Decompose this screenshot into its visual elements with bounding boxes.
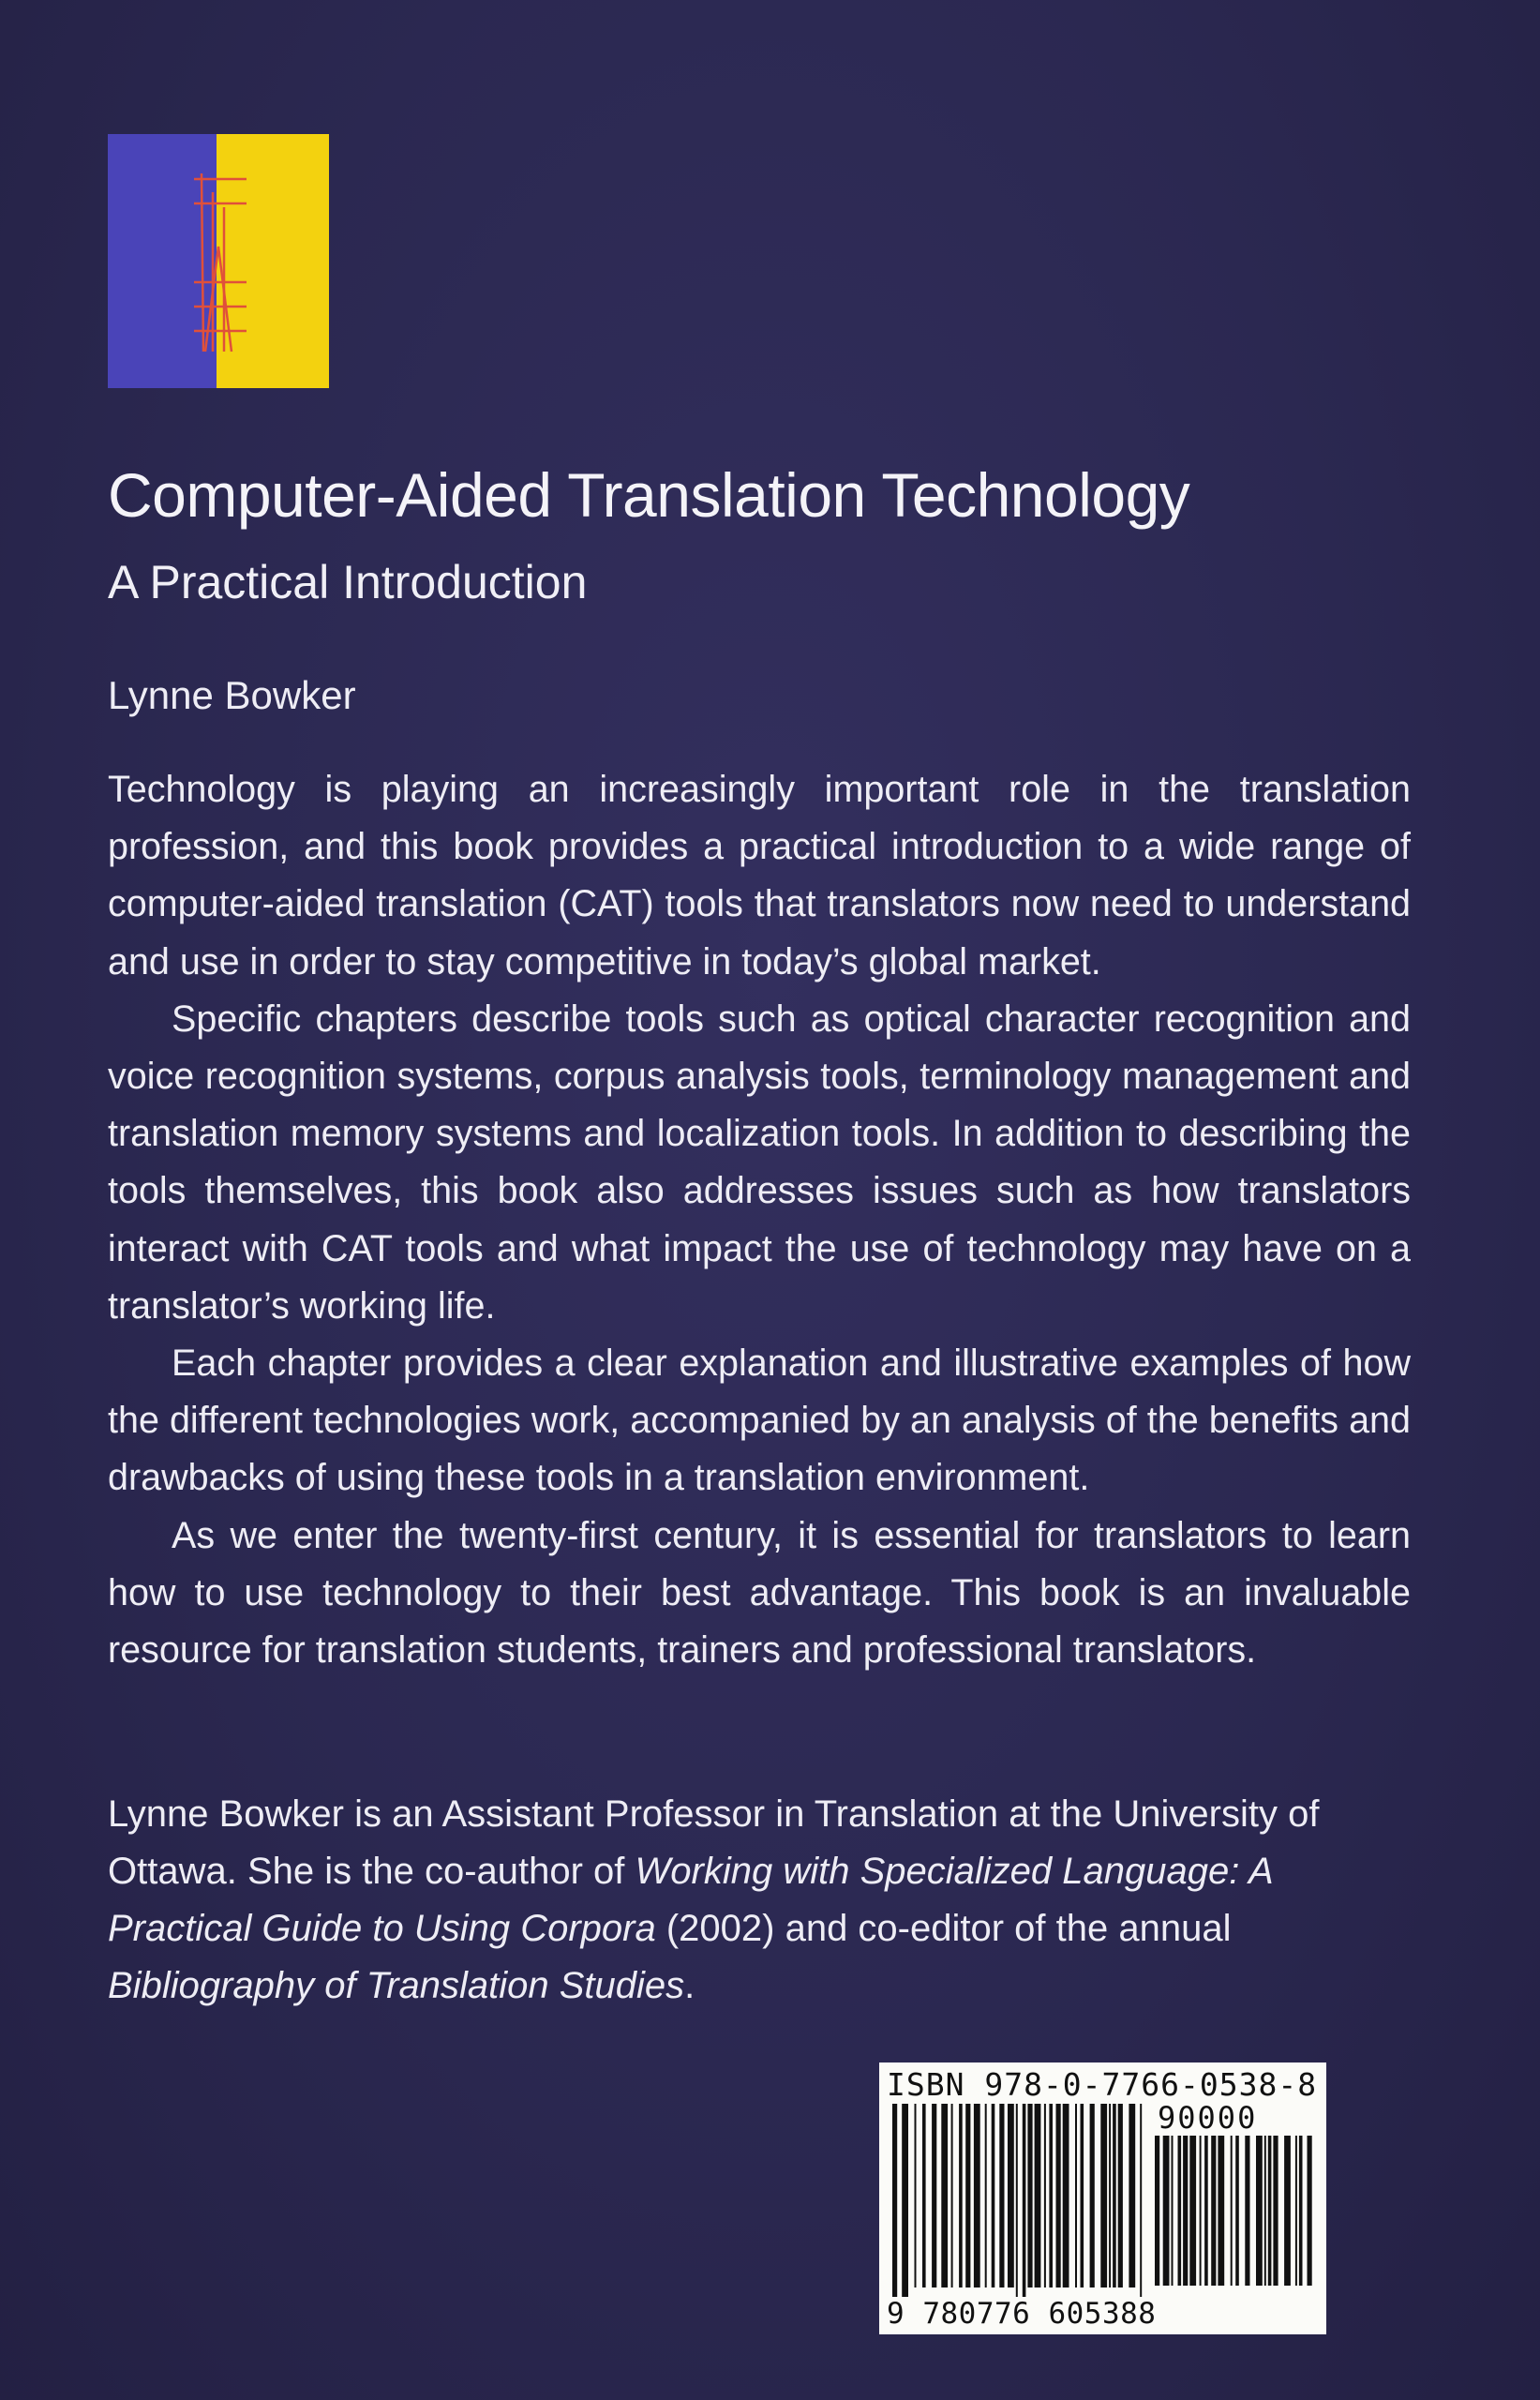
book-title: Computer-Aided Translation Technology (108, 460, 1190, 530)
price-code: 90000 (1158, 2100, 1258, 2136)
barcode-addon-icon (1155, 2136, 1314, 2295)
isbn-barcode (879, 2062, 1326, 2334)
book-subtitle: A Practical Introduction (108, 556, 588, 608)
description-paragraph-2: Specific chapters describe tools such as optical character recognition and voice recognition systems, corpus analysis tools, terminology management and translation memory systems and localization tools. In addition to describing the tools themselves, this book also addresses issues such as how translators interact with CAT tools and what impact the use of technology may have on a translator’s working life. (108, 998, 1411, 1327)
book-description (108, 761, 1411, 1679)
book-author: Lynne Bowker (108, 673, 356, 717)
bio-text-2: (2002) and co-editor of the annual (655, 1908, 1232, 1949)
barcode-icon (892, 2104, 1145, 2297)
description-paragraph-4: As we enter the twenty-first century, it is essential for translators to learn how to use technology to their best advantage. This book is an invaluable resource for translation students, trainers and professional translators. (108, 1514, 1411, 1672)
bio-text-3: . (684, 1965, 695, 2006)
publisher-logo-icon (108, 134, 329, 388)
author-bio (108, 1786, 1383, 2015)
logo-lines-icon (108, 134, 329, 388)
barcode-digits: 9 780776 605388 (887, 2297, 1157, 2331)
description-paragraph-3: Each chapter provides a clear explanation and illustrative examples of how the different technologies work, accompanied by an analysis of the benefits and drawbacks of using these tools in a translation environment. (108, 1342, 1411, 1499)
bio-work-2: Bibliography of Translation Studies (108, 1965, 685, 2006)
bio-work-1: Working with Specialized Language: A Practical Guide to Using Corpora (108, 1851, 1273, 1949)
description-paragraph-1: Technology is playing an increasingly important role in the translation profession, and this book provides a practical introduction to a wide range of computer-aided translation (CAT) tools that translators now need to understand and use in order to stay competitive in today’s global market. (108, 769, 1411, 982)
isbn-label: ISBN 978-0-7766-0538-8 (887, 2066, 1318, 2103)
bio-text-1: Lynne Bowker is an Assistant Professor in Translation at the University of Ottawa. She is the co-author of (108, 1793, 1320, 1892)
